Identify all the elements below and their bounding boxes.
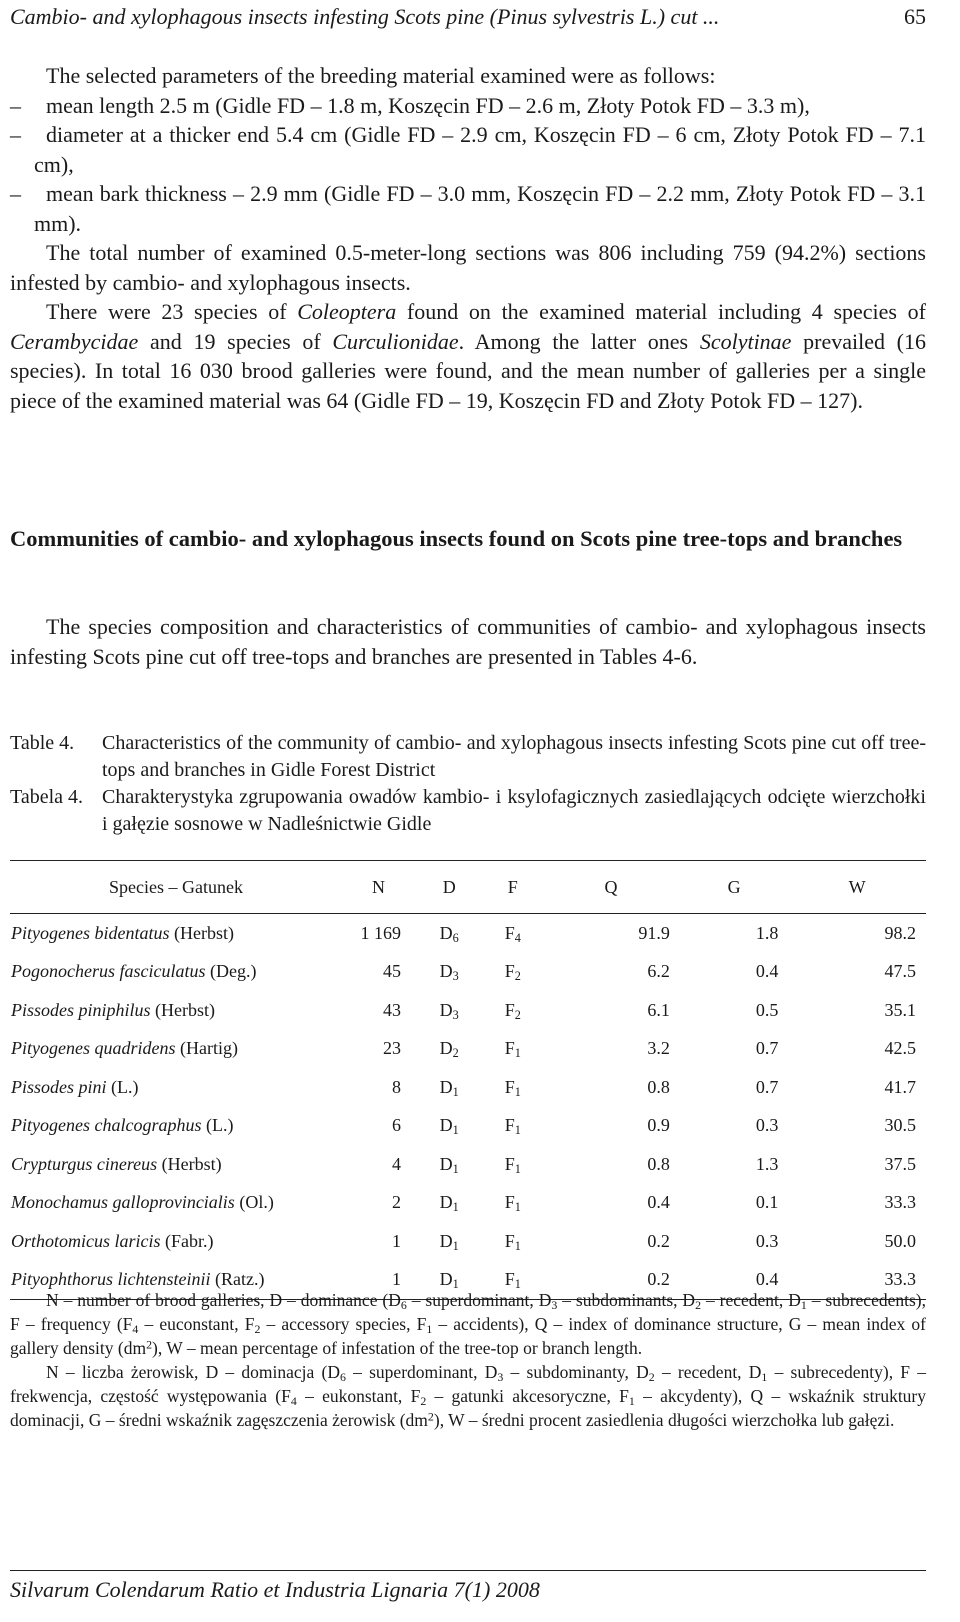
journal-name: Silvarum Colendarum Ratio et Industria Lignaria 7(1) 2008 (10, 1577, 540, 1602)
cell-w: 30.5 (884, 1115, 916, 1136)
cell-g: 0.4 (680, 1261, 789, 1300)
journal-footer (10, 1570, 926, 1603)
caption-text-en: Characteristics of the community of cambio- and xylophagous insects infesting Scots pine cut off tree-tops and branches in Gidle Forest District (102, 732, 926, 781)
cell-w: 42.5 (884, 1038, 916, 1059)
species-author: (Ratz.) (210, 1269, 265, 1290)
table-row (10, 1145, 926, 1184)
species-author: (L.) (106, 1076, 139, 1097)
intro-item-length: – mean length 2.5 m (Gidle FD – 1.8 m, Koszęcin FD – 2.6 m, Złoty Potok FD – 3.3 m), (10, 91, 926, 121)
species-table (10, 860, 926, 1300)
cell-d: $D_3$ (439, 999, 459, 1022)
species-name: Orthotomicus laricis (11, 1230, 161, 1251)
para-total-sections: The total number of examined 0.5-meter-long sections was 806 including 759 (94.2%) sections infested by cambio- and xylophagous insects. (10, 240, 926, 295)
species-cell (10, 1145, 342, 1184)
header-d: D (415, 861, 483, 914)
header-n: N (342, 861, 415, 914)
table-row (10, 991, 926, 1030)
header-g: G (680, 861, 789, 914)
cell-d: $D_1$ (439, 1230, 459, 1253)
species-author: (Fabr.) (160, 1230, 214, 1251)
section-paragraph: The species composition and characteristics of communities of cambio- and xylophagous insects infesting Scots pine cut off tree-tops and branches are presented in Tables 4-6. (10, 614, 926, 669)
species-cell (10, 1030, 342, 1069)
species-author: (Herbst) (157, 1153, 222, 1174)
table-header-row (10, 861, 926, 914)
cell-w: 98.2 (884, 922, 916, 943)
intro-lead: The selected parameters of the breeding material examined were as follows: (46, 63, 716, 88)
species-cell (10, 914, 342, 953)
species-author: (Herbst) (169, 922, 234, 943)
cell-q: 3.2 (647, 1038, 670, 1059)
caption-text-pl: Charakterystyka zgrupowania owadów kambio- i ksylofagicznych zasiedlających odcięte wierzchołki i gałęzie sosnowe w Nadleśnictwie Gidle (102, 786, 926, 835)
cell-g: 1.8 (755, 922, 779, 943)
cell-g: 0.7 (755, 1076, 779, 1097)
cell-f: $F_2$ (504, 961, 521, 984)
table-row (10, 1222, 926, 1261)
cell-g: 0.7 (755, 1038, 779, 1059)
cell-d: $D_6$ (439, 922, 459, 945)
cell-f: $F_1$ (504, 1115, 521, 1138)
cell-q: 91.9 (638, 922, 670, 943)
table-body (10, 914, 926, 1300)
cell-q: 6.1 (647, 999, 670, 1020)
intro-item-diameter: – diameter at a thicker end 5.4 cm (Gidle FD – 2.9 cm, Koszęcin FD – 6 cm, Złoty Potok FD – 7.1 cm), (10, 122, 926, 177)
cell-q: 0.2 (647, 1230, 670, 1251)
para-species-count: There were 23 species of Coleoptera found on the examined material including 4 species of Cerambycidae and 19 species of Curculionidae. Among the latter ones Scolytinae prevailed (16 species). In total 16 030 brood galleries were found, and the mean number of galleries per a single piece of the examined material was 64 (Gidle FD – 19, Koszęcin FD and Złoty Potok FD – 127). (10, 299, 927, 413)
cell-g: 0.5 (755, 999, 779, 1020)
species-cell (10, 953, 342, 992)
cell-n: 1 (392, 1230, 401, 1251)
intro-block (10, 61, 926, 415)
cell-d: $D_1$ (439, 1192, 459, 1215)
cell-w: 33.3 (884, 1192, 916, 1213)
notes-english: N – number of brood galleries, D – dominance ($D_6$ – superdominant, $D_3$ – subdominants, $D_2$ – recedent, $D_1$ – subrecedents), F – frequency ($F_4$ – euconstant, $F_2$ – accessory species, $F_1$ – accidents), Q – index of dominance structure, G – mean index of gallery density $(dm^2)$, W – mean percentage of infestation of the tree-top or branch length. (10, 1290, 926, 1358)
cell-q: 0.8 (647, 1076, 670, 1097)
caption-label-pl: Tabela 4. (10, 786, 84, 808)
cell-d: $D_3$ (439, 961, 459, 984)
species-name: Pityogenes bidentatus (11, 922, 170, 943)
cell-w: 50.0 (884, 1230, 916, 1251)
species-author: (Deg.) (205, 961, 257, 982)
caption-en (10, 730, 926, 784)
cell-g: 0.3 (755, 1230, 779, 1251)
header-species: Species – Gatunek (10, 861, 342, 914)
cell-n: 45 (383, 961, 401, 982)
species-name: Pityogenes chalcographus (11, 1115, 202, 1136)
header-f: F (483, 861, 542, 914)
intro-item-bark: – mean bark thickness – 2.9 mm (Gidle FD – 3.0 mm, Koszęcin FD – 2.2 mm, Złoty Potok FD – 3.1 mm). (10, 181, 926, 236)
header-q: Q (542, 861, 680, 914)
cell-g: 0.1 (755, 1192, 779, 1213)
species-cell (10, 1107, 342, 1146)
cell-f: $F_1$ (504, 1038, 521, 1061)
page-number: 65 (904, 4, 926, 29)
running-head (10, 2, 926, 32)
notes-polish: N – liczba żerowisk, D – dominacja ($D_6$ – superdominant, $D_3$ – subdominanty, $D_2$ – recedent, $D_1$ – subrecedenty), F – frekwencja, częstość występowania ($F_4$ – eukonstant, $F_2$ – gatunki akcesoryczne, $F_1$ – akcydenty), Q – wskaźnik struktury dominacji, G – średni wskaźnik zagęszczenia żerowisk $(dm^2)$, W – średni procent zasiedlenia długości wierzchołka lub gałęzi. (10, 1362, 927, 1430)
cell-g: 0.4 (755, 961, 779, 982)
species-name: Pityophthorus lichtensteinii (11, 1269, 211, 1290)
cell-f: $F_1$ (504, 1076, 521, 1099)
species-name: Pityogenes quadridens (11, 1038, 176, 1059)
cell-q: 0.2 (542, 1261, 680, 1300)
table-row (10, 1184, 926, 1223)
table-row (10, 1030, 926, 1069)
species-author: (Herbst) (150, 999, 215, 1020)
dash-marker: – (10, 181, 21, 206)
caption-pl (10, 784, 926, 838)
species-name: Pissodes piniphilus (11, 999, 151, 1020)
species-author: (L.) (201, 1115, 234, 1136)
cell-f: $F_2$ (504, 999, 521, 1022)
cell-w: 33.3 (788, 1261, 926, 1300)
cell-f: $F_1$ (504, 1153, 521, 1176)
cell-q: 0.4 (647, 1192, 670, 1213)
cell-d: $D_1$ (415, 1261, 483, 1300)
cell-n: 1 (342, 1261, 415, 1300)
cell-n: 23 (383, 1038, 401, 1059)
cell-f: $F_4$ (504, 922, 521, 945)
cell-g: 0.3 (755, 1115, 779, 1136)
cell-q: 0.8 (647, 1153, 670, 1174)
section-heading: Communities of cambio- and xylophagous insects found on Scots pine tree-tops and branches (10, 526, 903, 551)
table-row (10, 953, 926, 992)
caption-label-en: Table 4. (10, 732, 75, 754)
species-name: Pogonocherus fasciculatus (11, 961, 206, 982)
species-cell (10, 1068, 342, 1107)
cell-n: 1 169 (360, 922, 401, 943)
cell-w: 37.5 (884, 1153, 916, 1174)
cell-q: 6.2 (647, 961, 670, 982)
header-w: W (788, 861, 926, 914)
cell-f: $F_1$ (483, 1261, 542, 1300)
cell-d: $D_2$ (439, 1038, 459, 1061)
dash-marker: – (10, 92, 21, 118)
species-name: Pissodes pini (11, 1076, 107, 1097)
cell-n: 6 (392, 1115, 401, 1136)
species-name: Crypturgus cinereus (11, 1153, 158, 1174)
cell-n: 43 (383, 999, 401, 1020)
species-cell (10, 1184, 342, 1223)
species-author: (Ol.) (234, 1192, 274, 1213)
table-caption (10, 730, 926, 838)
cell-g: 1.3 (755, 1153, 779, 1174)
cell-d: $D_1$ (439, 1076, 459, 1099)
cell-q: 0.9 (647, 1115, 670, 1136)
cell-d: $D_1$ (439, 1153, 459, 1176)
table-row (10, 914, 926, 953)
table-row (10, 1107, 926, 1146)
cell-n: 2 (392, 1192, 401, 1213)
cell-w: 35.1 (884, 999, 916, 1020)
running-title: Cambio- and xylophagous insects infesting Scots pine (Pinus sylvestris L.) cut ... (10, 4, 720, 29)
cell-w: 41.7 (884, 1076, 916, 1097)
cell-n: 4 (392, 1153, 401, 1174)
species-author: (Hartig) (175, 1038, 238, 1059)
cell-w: 47.5 (884, 961, 916, 982)
dash-marker: – (10, 122, 21, 147)
species-name: Monochamus galloprovincialis (11, 1192, 235, 1213)
cell-d: $D_1$ (439, 1115, 459, 1138)
table-notes (10, 1288, 926, 1432)
cell-n: 8 (392, 1076, 401, 1097)
cell-f: $F_1$ (504, 1230, 521, 1253)
species-cell (10, 991, 342, 1030)
table-row (10, 1068, 926, 1107)
species-cell (10, 1222, 342, 1261)
cell-f: $F_1$ (504, 1192, 521, 1215)
